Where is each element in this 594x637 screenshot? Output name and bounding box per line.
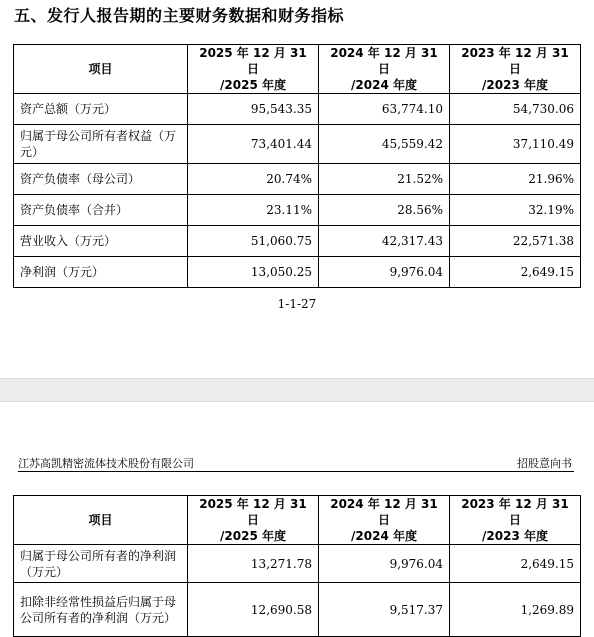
value-2025: 20.74% bbox=[188, 164, 319, 195]
header-2024-year: /2024 年度 bbox=[351, 78, 417, 92]
value-2023: 1,269.89 bbox=[450, 583, 581, 637]
header-rule bbox=[18, 471, 574, 472]
header-2025-date: 2025 年 12 月 31 日 bbox=[199, 46, 307, 76]
table-row bbox=[14, 125, 581, 164]
financial-table-continued bbox=[13, 495, 581, 637]
table-row bbox=[14, 545, 581, 583]
section-title: 五、发行人报告期的主要财务数据和财务指标 bbox=[14, 6, 345, 25]
row-label: 资产负债率（合并） bbox=[14, 195, 188, 226]
value-2023: 21.96% bbox=[450, 164, 581, 195]
value-2023: 22,571.38 bbox=[450, 226, 581, 257]
header-2023 bbox=[450, 45, 581, 94]
value-2025: 23.11% bbox=[188, 195, 319, 226]
value-2023: 37,110.49 bbox=[450, 125, 581, 164]
row-label: 营业收入（万元） bbox=[14, 226, 188, 257]
header-2023-year: /2023 年度 bbox=[482, 78, 548, 92]
table-header-row bbox=[14, 496, 581, 545]
value-2025: 95,543.35 bbox=[188, 94, 319, 125]
page-number: 1-1-27 bbox=[277, 297, 317, 311]
running-header-document: 招股意向书 bbox=[517, 457, 572, 470]
table-row bbox=[14, 94, 581, 125]
row-label: 净利润（万元） bbox=[14, 257, 188, 288]
value-2024: 45,559.42 bbox=[319, 125, 450, 164]
page-break bbox=[0, 378, 594, 402]
table-row bbox=[14, 195, 581, 226]
header-2024-year: /2024 年度 bbox=[351, 529, 417, 543]
value-2023: 2,649.15 bbox=[450, 545, 581, 583]
header-2024 bbox=[319, 496, 450, 545]
table-row bbox=[14, 164, 581, 195]
header-item: 项目 bbox=[14, 45, 188, 94]
value-2024: 28.56% bbox=[319, 195, 450, 226]
header-2024 bbox=[319, 45, 450, 94]
header-item: 项目 bbox=[14, 496, 188, 545]
value-2024: 42,317.43 bbox=[319, 226, 450, 257]
value-2024: 9,517.37 bbox=[319, 583, 450, 637]
header-2025-date: 2025 年 12 月 31 日 bbox=[199, 497, 307, 527]
value-2025: 13,050.25 bbox=[188, 257, 319, 288]
table-header-row bbox=[14, 45, 581, 94]
table-row bbox=[14, 583, 581, 637]
running-header-company: 江苏高凯精密流体技术股份有限公司 bbox=[18, 457, 194, 470]
value-2025: 73,401.44 bbox=[188, 125, 319, 164]
value-2025: 51,060.75 bbox=[188, 226, 319, 257]
header-2025-year: /2025 年度 bbox=[220, 78, 286, 92]
value-2024: 63,774.10 bbox=[319, 94, 450, 125]
header-2023-year: /2023 年度 bbox=[482, 529, 548, 543]
row-label: 资产总额（万元） bbox=[14, 94, 188, 125]
header-2025-year: /2025 年度 bbox=[220, 529, 286, 543]
value-2024: 9,976.04 bbox=[319, 545, 450, 583]
header-2025 bbox=[188, 496, 319, 545]
row-label: 归属于母公司所有者的净利润（万元） bbox=[14, 545, 188, 583]
header-2023-date: 2023 年 12 月 31 日 bbox=[461, 46, 569, 76]
row-label: 归属于母公司所有者权益（万元） bbox=[14, 125, 188, 164]
header-2025 bbox=[188, 45, 319, 94]
value-2025: 13,271.78 bbox=[188, 545, 319, 583]
value-2023: 32.19% bbox=[450, 195, 581, 226]
financial-table bbox=[13, 44, 581, 288]
header-2023-date: 2023 年 12 月 31 日 bbox=[461, 497, 569, 527]
value-2023: 54,730.06 bbox=[450, 94, 581, 125]
table-row bbox=[14, 226, 581, 257]
table-row bbox=[14, 257, 581, 288]
header-2023 bbox=[450, 496, 581, 545]
value-2024: 21.52% bbox=[319, 164, 450, 195]
header-2024-date: 2024 年 12 月 31 日 bbox=[330, 497, 438, 527]
value-2023: 2,649.15 bbox=[450, 257, 581, 288]
header-2024-date: 2024 年 12 月 31 日 bbox=[330, 46, 438, 76]
value-2025: 12,690.58 bbox=[188, 583, 319, 637]
row-label: 扣除非经常性损益后归属于母公司所有者的净利润（万元） bbox=[14, 583, 188, 637]
value-2024: 9,976.04 bbox=[319, 257, 450, 288]
row-label: 资产负债率（母公司） bbox=[14, 164, 188, 195]
